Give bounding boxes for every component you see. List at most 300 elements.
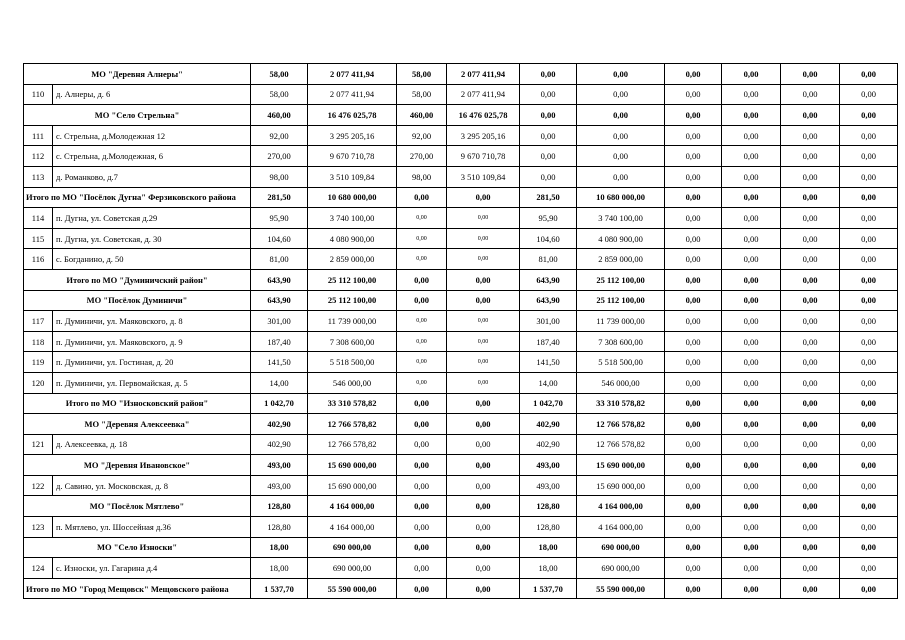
- value-cell: 0,00: [397, 290, 447, 311]
- value-cell: 0,00: [665, 578, 722, 599]
- value-cell: 643,90: [251, 290, 308, 311]
- total-title: Итого по МО "Город Мещовск" Мещовского района: [24, 578, 251, 599]
- value-cell: 402,90: [520, 434, 577, 455]
- value-cell: 0,00: [722, 517, 781, 538]
- value-cell: 0,00: [397, 414, 447, 435]
- value-cell: 0,00: [447, 311, 520, 332]
- total-row: [24, 393, 898, 414]
- value-cell: 0,00: [577, 125, 665, 146]
- address-cell: с. Износки, ул. Гагарина д.4: [53, 558, 251, 579]
- table-row: [24, 372, 898, 393]
- value-cell: 0,00: [781, 249, 840, 270]
- value-cell: 1 042,70: [251, 393, 308, 414]
- value-cell: 0,00: [665, 537, 722, 558]
- value-cell: 0,00: [781, 105, 840, 126]
- row-number: 124: [24, 558, 53, 579]
- value-cell: 0,00: [447, 496, 520, 517]
- value-cell: 0,00: [781, 352, 840, 373]
- value-cell: 281,50: [520, 187, 577, 208]
- value-cell: 128,80: [251, 517, 308, 538]
- value-cell: 0,00: [840, 269, 898, 290]
- value-cell: 18,00: [520, 537, 577, 558]
- value-cell: 0,00: [781, 146, 840, 167]
- value-cell: 0,00: [781, 393, 840, 414]
- value-cell: 402,90: [520, 414, 577, 435]
- total-row: [24, 269, 898, 290]
- value-cell: 0,00: [781, 269, 840, 290]
- value-cell: 0,00: [447, 331, 520, 352]
- value-cell: 4 164 000,00: [577, 496, 665, 517]
- value-cell: 98,00: [397, 166, 447, 187]
- value-cell: 0,00: [577, 64, 665, 85]
- value-cell: 187,40: [520, 331, 577, 352]
- value-cell: 12 766 578,82: [308, 434, 397, 455]
- value-cell: 0,00: [447, 290, 520, 311]
- value-cell: 0,00: [665, 187, 722, 208]
- value-cell: 0,00: [781, 228, 840, 249]
- value-cell: 0,00: [520, 125, 577, 146]
- value-cell: 0,00: [665, 269, 722, 290]
- value-cell: 0,00: [665, 249, 722, 270]
- row-number: 111: [24, 125, 53, 146]
- value-cell: 0,00: [447, 558, 520, 579]
- value-cell: 281,50: [251, 187, 308, 208]
- value-cell: 9 670 710,78: [308, 146, 397, 167]
- value-cell: 81,00: [520, 249, 577, 270]
- value-cell: 0,00: [447, 537, 520, 558]
- value-cell: 0,00: [665, 558, 722, 579]
- value-cell: 0,00: [397, 537, 447, 558]
- value-cell: 14,00: [520, 372, 577, 393]
- value-cell: 0,00: [447, 455, 520, 476]
- value-cell: 4 080 900,00: [577, 228, 665, 249]
- value-cell: 104,60: [520, 228, 577, 249]
- value-cell: 0,00: [840, 537, 898, 558]
- value-cell: 0,00: [665, 125, 722, 146]
- value-cell: 0,00: [840, 578, 898, 599]
- value-cell: 0,00: [722, 311, 781, 332]
- value-cell: 0,00: [722, 208, 781, 229]
- value-cell: 0,00: [397, 496, 447, 517]
- value-cell: 0,00: [447, 434, 520, 455]
- value-cell: 0,00: [520, 166, 577, 187]
- value-cell: 12 766 578,82: [577, 414, 665, 435]
- value-cell: 643,90: [251, 269, 308, 290]
- value-cell: 0,00: [781, 517, 840, 538]
- address-cell: п. Мятлево, ул. Шоссейная д.36: [53, 517, 251, 538]
- municipality-title: МО "Село Стрельна": [24, 105, 251, 126]
- row-number: 115: [24, 228, 53, 249]
- value-cell: 0,00: [520, 64, 577, 85]
- value-cell: 690 000,00: [577, 537, 665, 558]
- value-cell: 15 690 000,00: [308, 475, 397, 496]
- row-number: 121: [24, 434, 53, 455]
- value-cell: 0,00: [840, 517, 898, 538]
- value-cell: 1 537,70: [251, 578, 308, 599]
- value-cell: 11 739 000,00: [577, 311, 665, 332]
- value-cell: 5 518 500,00: [308, 352, 397, 373]
- row-number: 114: [24, 208, 53, 229]
- value-cell: 0,00: [722, 455, 781, 476]
- table-row: [24, 125, 898, 146]
- group-row: [24, 105, 898, 126]
- value-cell: 493,00: [520, 455, 577, 476]
- value-cell: 2 077 411,94: [447, 64, 520, 85]
- value-cell: 0,00: [722, 84, 781, 105]
- value-cell: 0,00: [447, 187, 520, 208]
- value-cell: 3 295 205,16: [308, 125, 397, 146]
- table-row: [24, 331, 898, 352]
- value-cell: 0,00: [665, 311, 722, 332]
- value-cell: 0,00: [840, 352, 898, 373]
- value-cell: 9 670 710,78: [447, 146, 520, 167]
- value-cell: 0,00: [665, 455, 722, 476]
- value-cell: 0,00: [840, 166, 898, 187]
- value-cell: 33 310 578,82: [308, 393, 397, 414]
- value-cell: 95,90: [520, 208, 577, 229]
- value-cell: 0,00: [722, 352, 781, 373]
- value-cell: 0,00: [840, 249, 898, 270]
- value-cell: 58,00: [397, 64, 447, 85]
- value-cell: 0,00: [781, 290, 840, 311]
- value-cell: 0,00: [397, 187, 447, 208]
- value-cell: 16 476 025,78: [447, 105, 520, 126]
- value-cell: 0,00: [665, 372, 722, 393]
- value-cell: 493,00: [251, 475, 308, 496]
- value-cell: 128,80: [251, 496, 308, 517]
- value-cell: 0,00: [577, 84, 665, 105]
- value-cell: 0,00: [397, 372, 447, 393]
- value-cell: 58,00: [251, 84, 308, 105]
- value-cell: 0,00: [447, 372, 520, 393]
- value-cell: 15 690 000,00: [577, 475, 665, 496]
- value-cell: 0,00: [840, 311, 898, 332]
- value-cell: 0,00: [447, 249, 520, 270]
- value-cell: 3 510 109,84: [308, 166, 397, 187]
- value-cell: 95,90: [251, 208, 308, 229]
- table-row: [24, 208, 898, 229]
- municipality-title: МО "Посёлок Думиничи": [24, 290, 251, 311]
- value-cell: 2 077 411,94: [308, 64, 397, 85]
- value-cell: 18,00: [251, 558, 308, 579]
- value-cell: 7 308 600,00: [577, 331, 665, 352]
- housing-program-table: [23, 63, 898, 599]
- value-cell: 1 042,70: [520, 393, 577, 414]
- address-cell: с. Богданино, д. 50: [53, 249, 251, 270]
- value-cell: 18,00: [251, 537, 308, 558]
- value-cell: 0,00: [722, 558, 781, 579]
- value-cell: 15 690 000,00: [577, 455, 665, 476]
- value-cell: 546 000,00: [308, 372, 397, 393]
- value-cell: 0,00: [447, 352, 520, 373]
- value-cell: 690 000,00: [577, 558, 665, 579]
- value-cell: 0,00: [665, 352, 722, 373]
- value-cell: 15 690 000,00: [308, 455, 397, 476]
- row-number: 116: [24, 249, 53, 270]
- value-cell: 0,00: [840, 455, 898, 476]
- value-cell: 33 310 578,82: [577, 393, 665, 414]
- value-cell: 10 680 000,00: [308, 187, 397, 208]
- value-cell: 0,00: [665, 228, 722, 249]
- value-cell: 0,00: [840, 187, 898, 208]
- value-cell: 0,00: [722, 166, 781, 187]
- value-cell: 0,00: [520, 84, 577, 105]
- value-cell: 0,00: [665, 496, 722, 517]
- value-cell: 0,00: [722, 269, 781, 290]
- value-cell: 0,00: [781, 414, 840, 435]
- total-title: Итого по МО "Думиничский район": [24, 269, 251, 290]
- value-cell: 14,00: [251, 372, 308, 393]
- value-cell: 0,00: [665, 166, 722, 187]
- value-cell: 0,00: [840, 228, 898, 249]
- value-cell: 0,00: [840, 84, 898, 105]
- value-cell: 0,00: [397, 228, 447, 249]
- value-cell: 4 164 000,00: [577, 517, 665, 538]
- value-cell: 58,00: [397, 84, 447, 105]
- table-row: [24, 517, 898, 538]
- table-row: [24, 249, 898, 270]
- group-row: [24, 64, 898, 85]
- address-cell: п. Думиничи, ул. Маяковского, д. 9: [53, 331, 251, 352]
- value-cell: 128,80: [520, 517, 577, 538]
- row-number: 118: [24, 331, 53, 352]
- value-cell: 0,00: [520, 105, 577, 126]
- value-cell: 0,00: [447, 475, 520, 496]
- table-row: [24, 434, 898, 455]
- value-cell: 0,00: [840, 331, 898, 352]
- value-cell: 0,00: [781, 434, 840, 455]
- value-cell: 3 740 100,00: [577, 208, 665, 229]
- address-cell: д. Савино, ул. Московская, д. 8: [53, 475, 251, 496]
- value-cell: 0,00: [840, 208, 898, 229]
- value-cell: 0,00: [781, 331, 840, 352]
- municipality-title: МО "Посёлок Мятлево": [24, 496, 251, 517]
- value-cell: 12 766 578,82: [577, 434, 665, 455]
- value-cell: 0,00: [397, 208, 447, 229]
- value-cell: 0,00: [397, 269, 447, 290]
- value-cell: 0,00: [722, 187, 781, 208]
- value-cell: 16 476 025,78: [308, 105, 397, 126]
- table-row: [24, 311, 898, 332]
- value-cell: 0,00: [840, 372, 898, 393]
- value-cell: 0,00: [722, 578, 781, 599]
- value-cell: 0,00: [577, 146, 665, 167]
- row-number: 112: [24, 146, 53, 167]
- value-cell: 55 590 000,00: [577, 578, 665, 599]
- value-cell: 460,00: [251, 105, 308, 126]
- value-cell: 0,00: [397, 578, 447, 599]
- value-cell: 0,00: [722, 537, 781, 558]
- value-cell: 0,00: [665, 105, 722, 126]
- value-cell: 0,00: [781, 64, 840, 85]
- value-cell: 0,00: [781, 475, 840, 496]
- total-title: Итого по МО "Износковский район": [24, 393, 251, 414]
- value-cell: 55 590 000,00: [308, 578, 397, 599]
- value-cell: 690 000,00: [308, 558, 397, 579]
- group-row: [24, 496, 898, 517]
- value-cell: 0,00: [840, 434, 898, 455]
- value-cell: 0,00: [447, 269, 520, 290]
- value-cell: 0,00: [665, 414, 722, 435]
- value-cell: 0,00: [840, 496, 898, 517]
- value-cell: 0,00: [397, 249, 447, 270]
- value-cell: 4 164 000,00: [308, 517, 397, 538]
- value-cell: 10 680 000,00: [577, 187, 665, 208]
- value-cell: 301,00: [520, 311, 577, 332]
- row-number: 110: [24, 84, 53, 105]
- value-cell: 58,00: [251, 64, 308, 85]
- value-cell: 25 112 100,00: [577, 290, 665, 311]
- value-cell: 0,00: [722, 228, 781, 249]
- value-cell: 0,00: [665, 434, 722, 455]
- value-cell: 643,90: [520, 290, 577, 311]
- value-cell: 2 077 411,94: [447, 84, 520, 105]
- value-cell: 0,00: [665, 146, 722, 167]
- table-row: [24, 146, 898, 167]
- value-cell: 3 740 100,00: [308, 208, 397, 229]
- value-cell: 4 164 000,00: [308, 496, 397, 517]
- value-cell: 0,00: [840, 146, 898, 167]
- value-cell: 128,80: [520, 496, 577, 517]
- address-cell: д. Алексеевка, д. 18: [53, 434, 251, 455]
- row-number: 113: [24, 166, 53, 187]
- value-cell: 0,00: [722, 331, 781, 352]
- value-cell: 460,00: [397, 105, 447, 126]
- value-cell: 270,00: [251, 146, 308, 167]
- row-number: 120: [24, 372, 53, 393]
- group-row: [24, 537, 898, 558]
- address-cell: д. Романково, д.7: [53, 166, 251, 187]
- value-cell: 0,00: [397, 475, 447, 496]
- value-cell: 25 112 100,00: [577, 269, 665, 290]
- value-cell: 0,00: [665, 84, 722, 105]
- value-cell: 7 308 600,00: [308, 331, 397, 352]
- address-cell: п. Дугна, ул. Советская, д. 30: [53, 228, 251, 249]
- municipality-title: МО "Деревня Алексеевка": [24, 414, 251, 435]
- table-row: [24, 228, 898, 249]
- value-cell: 0,00: [781, 208, 840, 229]
- value-cell: 0,00: [447, 208, 520, 229]
- value-cell: 0,00: [722, 496, 781, 517]
- value-cell: 0,00: [397, 455, 447, 476]
- total-title: Итого по МО "Посёлок Дугна" Ферзиковского района: [24, 187, 251, 208]
- municipality-title: МО "Деревня Ивановское": [24, 455, 251, 476]
- total-row: [24, 578, 898, 599]
- value-cell: 0,00: [577, 166, 665, 187]
- value-cell: 0,00: [781, 125, 840, 146]
- value-cell: 0,00: [447, 414, 520, 435]
- value-cell: 0,00: [722, 64, 781, 85]
- value-cell: 0,00: [781, 166, 840, 187]
- value-cell: 0,00: [781, 496, 840, 517]
- value-cell: 0,00: [722, 125, 781, 146]
- value-cell: 402,90: [251, 434, 308, 455]
- value-cell: 3 295 205,16: [447, 125, 520, 146]
- value-cell: 0,00: [781, 558, 840, 579]
- value-cell: 0,00: [397, 517, 447, 538]
- value-cell: 0,00: [840, 105, 898, 126]
- value-cell: 0,00: [781, 372, 840, 393]
- value-cell: 0,00: [397, 434, 447, 455]
- value-cell: 0,00: [665, 208, 722, 229]
- value-cell: 0,00: [722, 290, 781, 311]
- value-cell: 0,00: [397, 393, 447, 414]
- value-cell: 0,00: [840, 475, 898, 496]
- row-number: 122: [24, 475, 53, 496]
- value-cell: 0,00: [397, 352, 447, 373]
- row-number: 123: [24, 517, 53, 538]
- table-row: [24, 84, 898, 105]
- value-cell: 1 537,70: [520, 578, 577, 599]
- value-cell: 0,00: [397, 558, 447, 579]
- value-cell: 690 000,00: [308, 537, 397, 558]
- value-cell: 2 859 000,00: [577, 249, 665, 270]
- value-cell: 4 080 900,00: [308, 228, 397, 249]
- value-cell: 402,90: [251, 414, 308, 435]
- value-cell: 25 112 100,00: [308, 269, 397, 290]
- value-cell: 11 739 000,00: [308, 311, 397, 332]
- value-cell: 0,00: [722, 393, 781, 414]
- value-cell: 0,00: [722, 475, 781, 496]
- value-cell: 0,00: [722, 372, 781, 393]
- value-cell: 0,00: [781, 537, 840, 558]
- value-cell: 0,00: [447, 228, 520, 249]
- value-cell: 5 518 500,00: [577, 352, 665, 373]
- value-cell: 0,00: [665, 290, 722, 311]
- table-row: [24, 352, 898, 373]
- address-cell: с. Стрельна, д.Молодежная, 6: [53, 146, 251, 167]
- value-cell: 493,00: [251, 455, 308, 476]
- value-cell: 0,00: [577, 105, 665, 126]
- value-cell: 0,00: [447, 578, 520, 599]
- value-cell: 12 766 578,82: [308, 414, 397, 435]
- value-cell: 104,60: [251, 228, 308, 249]
- value-cell: 0,00: [781, 311, 840, 332]
- value-cell: 0,00: [665, 393, 722, 414]
- value-cell: 92,00: [251, 125, 308, 146]
- value-cell: 81,00: [251, 249, 308, 270]
- value-cell: 0,00: [665, 331, 722, 352]
- value-cell: 0,00: [781, 84, 840, 105]
- address-cell: п. Думиничи, ул. Гостиная, д. 20: [53, 352, 251, 373]
- value-cell: 0,00: [665, 517, 722, 538]
- value-cell: 0,00: [840, 393, 898, 414]
- value-cell: 0,00: [665, 475, 722, 496]
- value-cell: 2 077 411,94: [308, 84, 397, 105]
- address-cell: с. Стрельна, д.Молодежная 12: [53, 125, 251, 146]
- address-cell: п. Думиничи, ул. Первомайская, д. 5: [53, 372, 251, 393]
- value-cell: 98,00: [251, 166, 308, 187]
- value-cell: 493,00: [520, 475, 577, 496]
- group-row: [24, 455, 898, 476]
- value-cell: 2 859 000,00: [308, 249, 397, 270]
- value-cell: 0,00: [447, 393, 520, 414]
- group-row: [24, 290, 898, 311]
- value-cell: 141,50: [520, 352, 577, 373]
- value-cell: 0,00: [665, 64, 722, 85]
- table-row: [24, 166, 898, 187]
- value-cell: 92,00: [397, 125, 447, 146]
- row-number: 117: [24, 311, 53, 332]
- value-cell: 0,00: [722, 146, 781, 167]
- row-number: 119: [24, 352, 53, 373]
- value-cell: 0,00: [722, 414, 781, 435]
- address-cell: д. Алнеры, д. 6: [53, 84, 251, 105]
- value-cell: 0,00: [781, 187, 840, 208]
- value-cell: 0,00: [840, 64, 898, 85]
- municipality-title: МО "Село Износки": [24, 537, 251, 558]
- value-cell: 0,00: [447, 517, 520, 538]
